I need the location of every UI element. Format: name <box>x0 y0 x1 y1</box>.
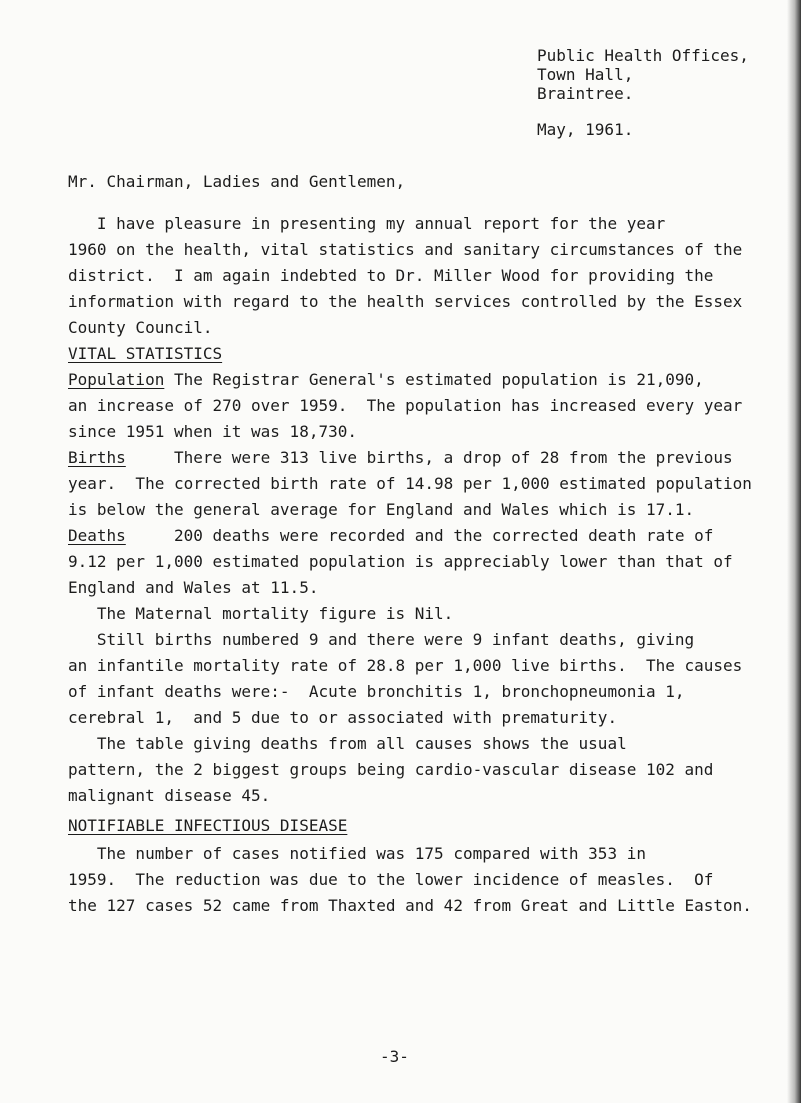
population-label: Population <box>68 370 165 389</box>
page-number: -3- <box>380 1047 409 1066</box>
births-line: year. The corrected birth rate of 14.98 per 1,000 estimated population <box>68 474 752 493</box>
population-paragraph <box>68 370 704 389</box>
deaths-line: The Maternal mortality figure is Nil. <box>68 604 454 623</box>
births-paragraph <box>68 448 733 467</box>
population-line: an increase of 270 over 1959. The population has increased every year <box>68 396 743 415</box>
intro-line: district. I am again indebted to Dr. Miller Wood for providing the <box>68 266 714 285</box>
page-edge-shadow <box>787 0 801 1103</box>
births-line: is below the general average for England and Wales which is 17.1. <box>68 500 695 519</box>
deaths-line: of infant deaths were:- Acute bronchitis 1, bronchopneumonia 1, <box>68 682 685 701</box>
report-body <box>68 0 768 915</box>
address-line: Braintree. <box>537 84 634 103</box>
deaths-label: Deaths <box>68 526 126 545</box>
report-date: May, 1961. <box>537 120 634 139</box>
deaths-line: England and Wales at 11.5. <box>68 578 319 597</box>
intro-line: County Council. <box>68 318 213 337</box>
deaths-line: The table giving deaths from all causes shows the usual <box>68 734 627 753</box>
intro-line: I have pleasure in presenting my annual report for the year <box>68 214 666 233</box>
population-first-line: The Registrar General's estimated population is 21,090, <box>164 370 704 389</box>
address-line: Town Hall, <box>537 65 634 84</box>
intro-line: 1960 on the health, vital statistics and sanitary circumstances of the <box>68 240 743 259</box>
deaths-line: 9.12 per 1,000 estimated population is appreciably lower than that of <box>68 552 733 571</box>
deaths-line: an infantile mortality rate of 28.8 per 1,000 live births. The causes <box>68 656 743 675</box>
salutation: Mr. Chairman, Ladies and Gentlemen, <box>68 172 406 191</box>
notifiable-disease-heading: NOTIFIABLE INFECTIOUS DISEASE <box>68 816 348 835</box>
intro-line: information with regard to the health services controlled by the Essex <box>68 292 743 311</box>
deaths-line: malignant disease 45. <box>68 786 271 805</box>
deaths-paragraph <box>68 526 713 545</box>
deaths-line: cerebral 1, and 5 due to or associated with prematurity. <box>68 708 618 727</box>
notifiable-line: the 127 cases 52 came from Thaxted and 42 from Great and Little Easton. <box>68 896 752 915</box>
births-first-line: There were 313 live births, a drop of 28 from the previous <box>125 448 733 467</box>
vital-statistics-heading: VITAL STATISTICS <box>68 344 223 363</box>
deaths-line: pattern, the 2 biggest groups being cardio-vascular disease 102 and <box>68 760 714 779</box>
notifiable-line: The number of cases notified was 175 compared with 353 in <box>68 844 646 863</box>
population-line: since 1951 when it was 18,730. <box>68 422 357 441</box>
address-line: Public Health Offices, <box>537 46 749 65</box>
deaths-first-line: 200 deaths were recorded and the corrected death rate of <box>125 526 714 545</box>
deaths-line: Still births numbered 9 and there were 9 infant deaths, giving <box>68 630 695 649</box>
births-label: Births <box>68 448 126 467</box>
notifiable-line: 1959. The reduction was due to the lower incidence of measles. Of <box>68 870 714 889</box>
